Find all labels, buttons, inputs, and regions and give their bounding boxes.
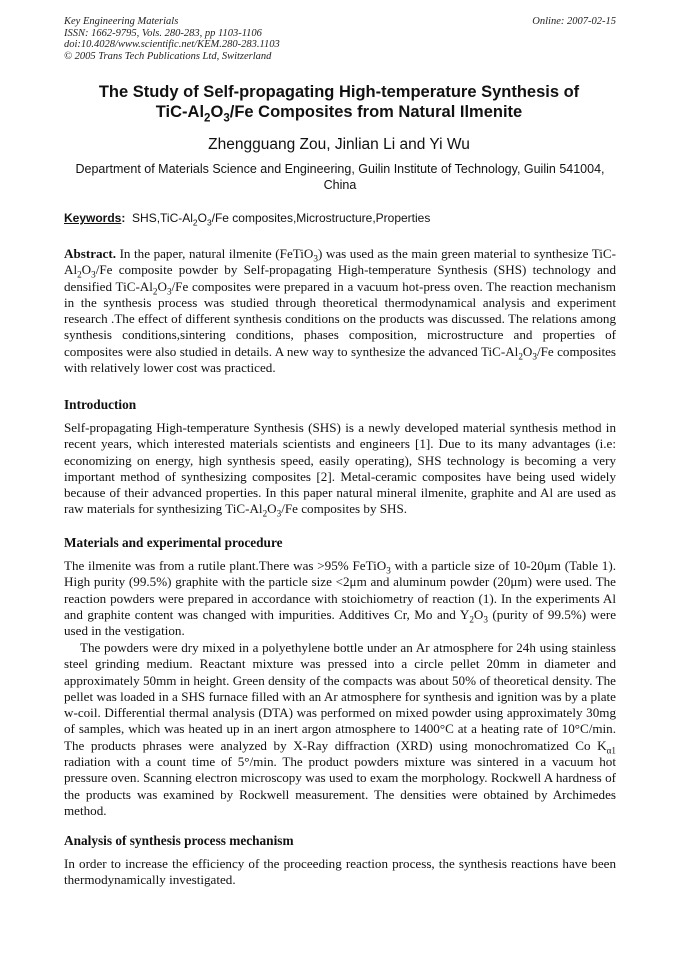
authors: Zhengguang Zou, Jinlian Li and Yi Wu	[208, 136, 470, 153]
keywords-label: Keywords	[64, 211, 122, 225]
doi-line: doi:10.4028/www.scientific.net/KEM.280-283.1103	[64, 39, 280, 50]
abstract-paragraph: Abstract. In the paper, natural ilmenite (FeTiO$_3$) was used as the main green material to synthesize TiC-$Al_2O_3/Fe$ composite powder by Self-propagating High-temperature Synthesis (SHS) technology and densified TiC-$Al_2O_3/Fe$ composites were prepared in a vacuum hot-press oven. The reaction mechanism in the synthesis process was studied through theoretical thermodynamical analysis and experiment research .The effect of different synthesis conditions on the products was discussed. The relations among synthesis conditions,sintering conditions, phases composition, microstructure and properties of composites were also studied in details. A new way to synthesize the advanced TiC-$Al_2O_3/Fe$ composites with relatively lower cost was practiced.	[64, 246, 617, 376]
introduction-heading: Introduction	[64, 397, 137, 412]
analysis-heading: Analysis of synthesis process mechanism	[64, 833, 294, 848]
introduction-paragraph: Self-propagating High-temperature Synthesis (SHS) is a newly developed material synthesis method in recent years, which interested materials scientists and engineers [1]. Due to its many advantages (i.e: economizing on energy, high synthesis speed, easily operating), SHS technology is becoming a very important method of synthesizing composites [2]. Metal-ceramic composites have being used widely because of their advanced properties. In this paper natural mineral ilmenite, graphite and Al are used as raw materials for synthesizing TiC-$Al_2O_3/Fe$ composites by SHS.	[64, 420, 616, 520]
analysis-paragraph: In order to increase the efficiency of the proceeding reaction process, the synthesis reactions have been thermodynamically investigated.	[64, 856, 616, 888]
abstract-label: Abstract.	[64, 246, 116, 261]
materials-paragraph-2: The powders were dry mixed in a polyethylene bottle under an Ar atmosphere for 24h using stainless steel grinding medium. Reactant mixture was pressed into a circle pellet 20mm in diameter and approximately 50mm in height. Green density of the compacts was about 50% of theoretical density. The pellet was loaded in a SHS furnace filled with an Ar atmosphere for synthesis and ignition was by a plate w-coil. Differential thermal analysis (DTA) was performed on mixed powder using approximately 30mg of samples, which was heated up in an inert argon atmosphere to 1400°C at a heating rate of 10°C/min. The products phrases were analyzed by X-Ray diffraction (XRD) using monochromatized Co $K_{\alpha 1}$ radiation with a count time of 5°/min. The product powders mixture was sintered in a vacuum hot pressure oven. Scanning electron microscopy was used to exam the morphology. Rockwell A hardness of the products was examined by Rockwell measurement. The densities were obtained by Archimedes method.	[64, 640, 616, 818]
affiliation: Department of Materials Science and Engineering, Guilin Institute of Technology, Guilin 541004, China	[75, 162, 605, 192]
title-line-1: The Study of Self-propagating High-temperature Synthesis of	[98, 83, 580, 101]
online-date: Online: 2007-02-15	[532, 16, 616, 27]
copyright-line: © 2005 Trans Tech Publications Ltd, Switzerland	[64, 50, 272, 62]
paper-title	[40, 82, 638, 125]
keywords: Keywords: $SHS,TiC-Al_2O_3/Fe$ composites,Microstructure,Properties	[64, 211, 431, 228]
journal-header	[64, 16, 616, 62]
journal-name: Key Engineering Materials	[64, 16, 179, 27]
materials-paragraph-1: The ilmenite was from a rutile plant.There was >95% FeTiO$_3$ with a particle size of 10-20μm (Table 1). High purity (99.5%) graphite with the particle size <2μm and aluminum powder (20μm) were used. The reaction powders were prepared in accordance with stoichiometry of reaction (1). In the experiments Al and graphite content was changed with impurities. Additives Cr, Mo and $Y_2O_3$ (purity of 99.5%) were used in the vestigation.	[64, 558, 617, 639]
issn-line: ISSN: 1662-9795, Vols. 280-283, pp 1103-1106	[64, 27, 262, 39]
materials-heading: Materials and experimental procedure	[64, 535, 283, 550]
title-line-2: TiC-$Al_2O_3/Fe$ Composites from Natural Ilmenite	[155, 103, 523, 125]
